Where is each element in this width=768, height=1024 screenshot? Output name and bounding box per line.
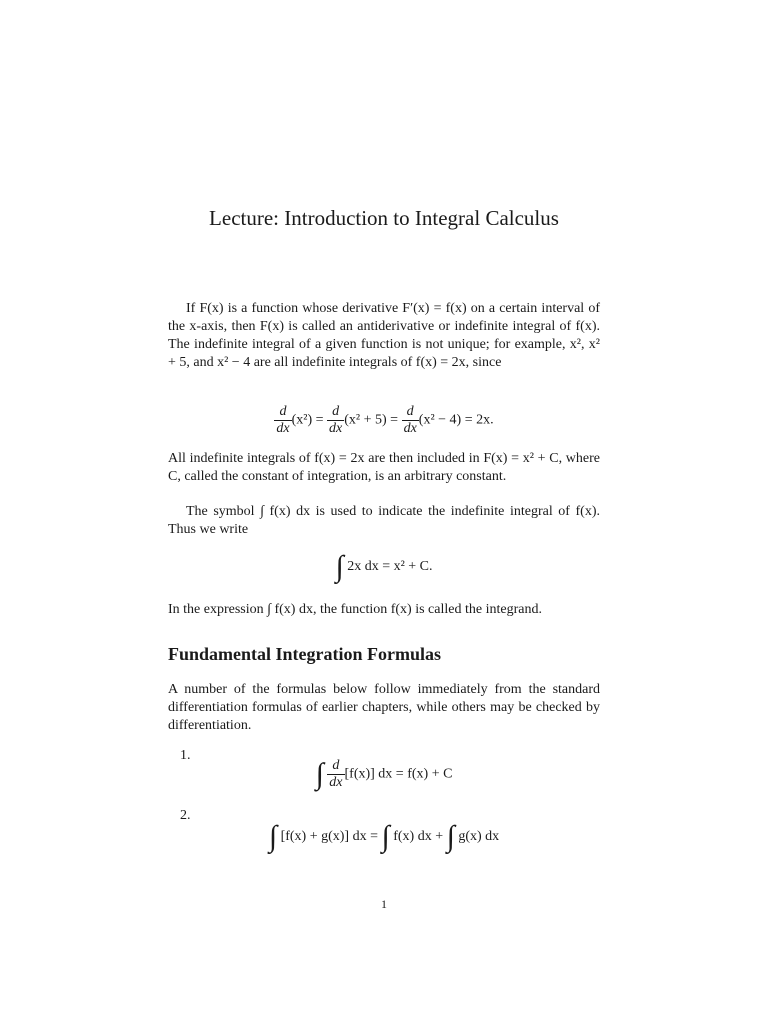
formula-mid: f(x) dx +	[393, 829, 444, 845]
paragraph-integrand: In the expression ∫ f(x) dx, the function f(x) is called the integrand.	[168, 602, 542, 617]
formula-number: 1.	[180, 748, 191, 763]
fraction-d-dx: $\frac{d}{dx}$	[276, 404, 290, 436]
eq-body: 2x dx = x² + C.	[347, 559, 433, 575]
page-number: 1	[381, 897, 387, 911]
integral-sign: ∫	[315, 757, 324, 791]
section-heading: Fundamental Integration Formulas	[168, 644, 442, 664]
paragraph-antiderivative: If F(x) is a function whose derivative F′(x) = f(x) on a certain interval of the x-axis, then F(x) is called an antiderivative or indefinite integral of f(x). The indefinite integral of a given function is not unique; for example, x², x² + 5, and x² − 4 are all indefinite integrals of f(x) = 2x, since	[168, 301, 600, 370]
formula-1	[168, 758, 600, 791]
formula-number: 2.	[180, 808, 191, 823]
integral-sign: ∫	[381, 820, 390, 853]
page-title: Lecture: Introduction to Integral Calculus	[209, 206, 559, 230]
paragraph-formulas-intro: A number of the formulas below follow immediately from the standard differentiation formulas of earlier chapters, while others may be checked by differentiation.	[168, 682, 600, 733]
paragraph-symbol: The symbol ∫ f(x) dx is used to indicate the indefinite integral of f(x). Thus we write	[168, 504, 600, 537]
formula-2	[168, 822, 600, 852]
eq-term: (x² − 4) = 2x.	[418, 412, 494, 428]
formula-lhs: [f(x) + g(x)] dx =	[280, 829, 378, 845]
integral-sign: ∫	[335, 550, 344, 583]
equation-derivatives	[168, 404, 600, 437]
integral-sign: ∫	[268, 820, 278, 853]
paragraph-constant: All indefinite integrals of f(x) = 2x are then included in F(x) = x² + C, where C, called the constant of integration, is an arbitrary constant.	[168, 451, 600, 484]
fraction-d-dx: $\frac{d}{dx}$	[403, 404, 417, 436]
integral-sign: ∫	[446, 820, 455, 853]
equation-integral-2x	[168, 552, 600, 582]
eq-term: (x² + 5) =	[344, 412, 399, 428]
formula-body: [f(x)] dx = f(x) + C	[344, 766, 453, 782]
fraction-d-dx: $\frac{d}{dx}$	[329, 404, 343, 436]
eq-term: (x²) =	[291, 412, 324, 428]
formula-rhs: g(x) dx	[458, 829, 500, 845]
fraction-d-dx: $\frac{d}{dx}$	[329, 758, 343, 790]
